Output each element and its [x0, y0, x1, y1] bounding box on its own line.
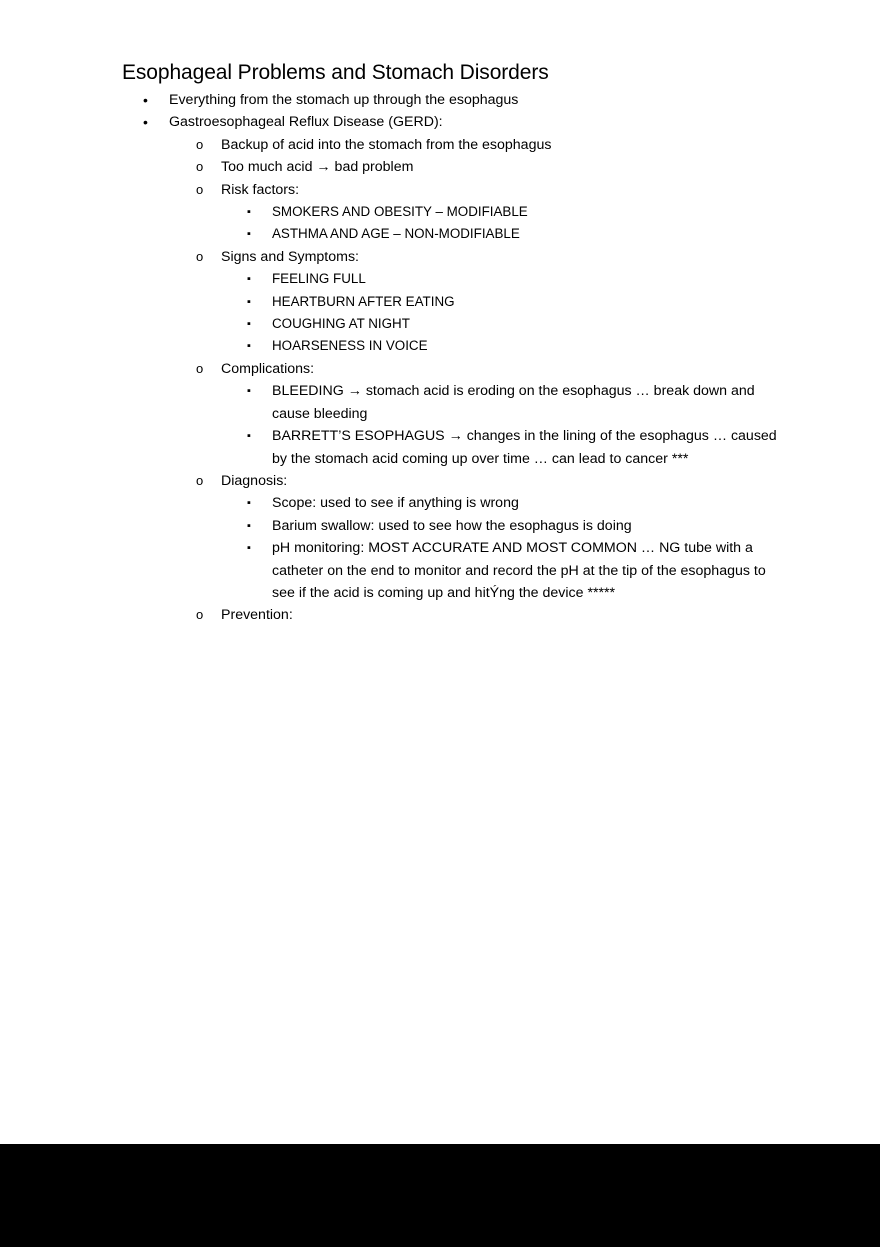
list-item-text: BLEEDING → stomach acid is eroding on the esophagus … break down and cause bleeding	[272, 383, 755, 422]
list-item-level2	[0, 470, 880, 492]
bullet-square-icon: ▪	[247, 340, 251, 353]
bullet-square-icon: ▪	[247, 318, 251, 331]
list-item-text: COUGHING AT NIGHT	[272, 316, 410, 332]
bullet-square-icon: ▪	[247, 542, 251, 555]
list-item-level3	[0, 537, 880, 604]
list-item-level3	[0, 425, 880, 470]
bullet-circle-icon: o	[196, 136, 204, 152]
list-item-text: BARRETT’S ESOPHAGUS → changes in the lining of the esophagus … caused by the stomach acid coming up over time … can lead to cancer ***	[272, 428, 777, 467]
list-item-level1	[0, 89, 880, 111]
bullet-square-icon: ▪	[247, 228, 251, 241]
list-item-level3	[0, 223, 880, 245]
bullet-square-icon: ▪	[247, 385, 251, 398]
section-heading-signs-symptoms: Signs and Symptoms:	[221, 248, 359, 265]
list-item-level3	[0, 291, 880, 313]
bullet-square-icon: ▪	[247, 295, 251, 308]
bullet-circle-icon: o	[196, 472, 204, 488]
bullet-circle-icon: o	[196, 159, 204, 175]
bullet-circle-icon: o	[196, 248, 204, 264]
list-item-level2	[0, 156, 880, 178]
section-heading-risk-factors: Risk factors:	[221, 181, 300, 198]
list-item-level3	[0, 268, 880, 290]
bullet-circle-icon: o	[196, 607, 204, 623]
list-item-level3	[0, 201, 880, 223]
section-heading-prevention: Prevention:	[221, 607, 293, 624]
list-item-text: pH monitoring: MOST ACCURATE AND MOST COMMON … NG tube with a catheter on the end to monitor and record the pH at the tip of the esophagus to see if the acid is coming up and hitÝng the device *****	[272, 540, 766, 601]
section-heading-diagnosis: Diagnosis:	[221, 472, 288, 489]
list-item-level3	[0, 335, 880, 357]
list-item-level3	[0, 492, 880, 514]
list-item-text: Too much acid → bad problem	[221, 159, 414, 176]
bullet-square-icon: ▪	[247, 273, 251, 286]
list-item-level3	[0, 380, 880, 425]
list-item-level3	[0, 313, 880, 335]
list-item-text: Gastroesophageal Reflux Disease (GERD):	[169, 114, 443, 131]
bullet-square-icon: ▪	[247, 497, 251, 510]
list-item-level2	[0, 604, 880, 626]
document-title: Esophageal Problems and Stomach Disorders	[122, 61, 549, 84]
list-item-text: ASTHMA AND AGE – NON-MODIFIABLE	[272, 226, 520, 242]
bullet-square-icon: ▪	[247, 206, 251, 219]
list-item-text: Scope: used to see if anything is wrong	[272, 495, 519, 512]
bullet-disc-icon: •	[143, 114, 148, 131]
viewer-background	[0, 1144, 880, 1247]
bullet-disc-icon: •	[143, 92, 148, 108]
list-item-text: Backup of acid into the stomach from the esophagus	[221, 136, 552, 153]
bullet-square-icon: ▪	[247, 430, 251, 443]
bullet-square-icon: ▪	[247, 519, 251, 532]
list-item-text: HOARSENESS IN VOICE	[272, 338, 428, 354]
list-item-text: FEELING FULL	[272, 271, 366, 287]
list-item-level2	[0, 134, 880, 156]
list-item-text: HEARTBURN AFTER EATING	[272, 293, 455, 309]
list-item-level2	[0, 358, 880, 380]
bullet-circle-icon: o	[196, 360, 204, 376]
bullet-circle-icon: o	[196, 181, 204, 197]
list-item-level2	[0, 179, 880, 201]
list-item-level1	[0, 111, 880, 133]
list-item-level3	[0, 515, 880, 537]
list-item-text: Everything from the stomach up through the esophagus	[169, 92, 519, 108]
list-item-level2	[0, 246, 880, 268]
list-item-text: SMOKERS AND OBESITY – MODIFIABLE	[272, 204, 528, 220]
outline-list	[0, 89, 880, 627]
section-heading-complications: Complications:	[221, 360, 315, 377]
list-item-text: Barium swallow: used to see how the esophagus is doing	[272, 517, 632, 534]
